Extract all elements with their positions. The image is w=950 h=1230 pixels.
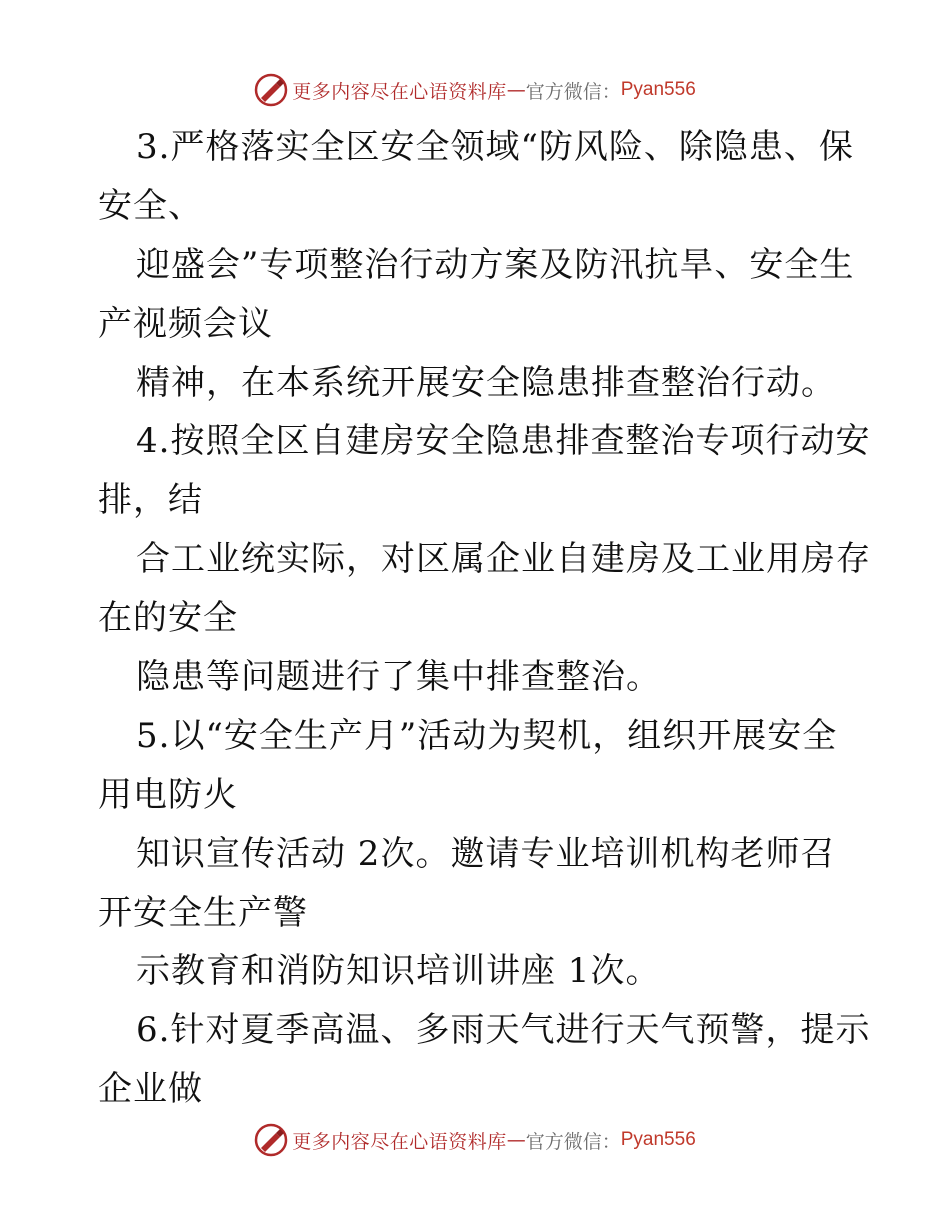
text-line: 4.按照全区自建房安全隐患排查整治专项行动安	[136, 421, 871, 462]
text-line: 示教育和消防知识培训讲座 1次。	[136, 951, 661, 992]
pen-logo-icon	[254, 1123, 288, 1157]
text-line: 在的安全	[98, 598, 238, 639]
text-line: 3.严格落实全区安全领域“防风险、除隐患、保	[136, 127, 854, 167]
banner-dash: —	[506, 1129, 526, 1151]
text-line: 安全、	[98, 185, 203, 226]
text-line: 产视频会议	[98, 303, 273, 344]
banner-dash: —	[506, 79, 526, 101]
text-line: 排，结	[98, 480, 203, 521]
text-line: 企业做	[98, 1069, 203, 1110]
text-line: 用电防火	[98, 774, 238, 815]
text-line: 知识宣传活动 2次。邀请专业培训机构老师召	[136, 833, 836, 874]
text-line: 迎盛会”专项整治行动方案及防汛抗旱、安全生	[136, 244, 855, 285]
banner-wechat-id: Pyan556	[620, 1129, 696, 1150]
text-line: 合工业统实际，对区属企业自建房及工业用房存	[136, 539, 871, 580]
banner-wechat-label: 官方微信：	[525, 80, 621, 103]
text-line: 精神，在本系统开展安全隐患排查整治行动。	[136, 362, 836, 403]
text-line: 5.以“安全生产月”活动为契机，组织开展安全	[136, 715, 838, 756]
pen-logo-icon	[254, 73, 288, 107]
footer-banner	[0, 1120, 950, 1160]
banner-title: 更多内容尽在心语资料库	[292, 80, 507, 103]
document-body	[98, 118, 871, 1119]
banner-wechat-id: Pyan556	[620, 79, 696, 100]
header-banner	[0, 70, 950, 110]
text-line: 6.针对夏季高温、多雨天气进行天气预警，提示	[136, 1010, 871, 1051]
text-line: 开安全生产警	[98, 892, 308, 933]
text-line: 隐患等问题进行了集中排查整治。	[136, 657, 661, 698]
banner-wechat-label: 官方微信：	[525, 1130, 621, 1153]
banner-title: 更多内容尽在心语资料库	[292, 1130, 507, 1153]
